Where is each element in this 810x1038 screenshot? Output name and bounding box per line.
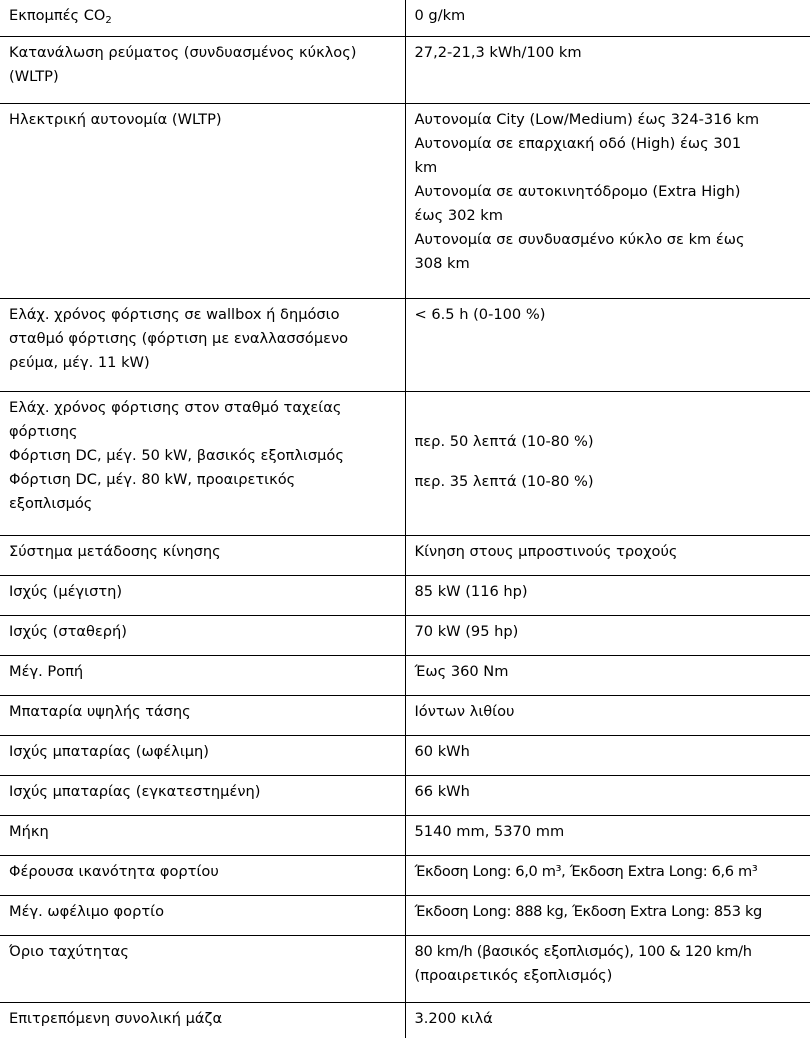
table-row <box>0 935 810 1002</box>
spec-value-line: περ. 35 λεπτά (10-80 %) <box>414 472 594 490</box>
spec-label <box>0 655 405 695</box>
spec-label-text: Εκπομπές CO <box>9 7 106 24</box>
spec-label-line: φόρτισης <box>9 422 78 440</box>
spec-value <box>405 391 810 535</box>
spec-label-line: Μέγ. Ροπή <box>9 662 84 680</box>
spec-value-line: (προαιρετικός εξοπλισμός) <box>414 966 613 984</box>
table-row <box>0 0 810 36</box>
spec-value-line: Ιόντων λιθίου <box>414 702 515 720</box>
spec-value-line: 27,2-21,3 kWh/100 km <box>414 43 582 61</box>
spec-label <box>0 391 405 535</box>
spec-value <box>405 935 810 1002</box>
spec-value-line: km <box>414 158 438 176</box>
spec-label-line: Φέρουσα ικανότητα φορτίου <box>9 862 219 880</box>
spec-label <box>0 36 405 103</box>
spec-value-line: < 6.5 h (0-100 %) <box>414 305 546 323</box>
spec-label <box>0 1002 405 1038</box>
spec-value-line: 66 kWh <box>414 782 470 800</box>
spec-value-line: Αυτονομία City (Low/Medium) έως 324-316 km <box>414 110 760 128</box>
spec-label <box>0 895 405 935</box>
spec-value <box>405 655 810 695</box>
spec-value <box>405 815 810 855</box>
spec-value <box>405 36 810 103</box>
table-row <box>0 775 810 815</box>
table-row <box>0 103 810 298</box>
spec-value-line: Κίνηση στους μπροστινούς τροχούς <box>414 542 678 560</box>
spec-label-line: Φόρτιση DC, μέγ. 80 kW, προαιρετικός <box>9 470 296 488</box>
table-row <box>0 895 810 935</box>
spec-label-line: ρεύμα, μέγ. 11 kW) <box>9 353 150 371</box>
spec-label <box>0 575 405 615</box>
spec-label-line: Ισχύς (μέγιστη) <box>9 582 123 600</box>
spec-label-line: Ισχύς μπαταρίας (εγκατεστημένη) <box>9 782 261 800</box>
spec-label-line: εξοπλισμός <box>9 494 93 512</box>
spec-label-line: (WLTP) <box>9 67 59 85</box>
spec-label-subscript: 2 <box>105 15 112 26</box>
spec-value-line: Αυτονομία σε αυτοκινητόδρομο (Extra High) <box>414 182 741 200</box>
line-spacer <box>415 454 803 466</box>
spec-label-line: Όριο ταχύτητας <box>9 942 129 960</box>
spec-value <box>405 895 810 935</box>
spec-value-line: 308 km <box>414 254 470 272</box>
table-row <box>0 855 810 895</box>
spec-value-line: έως 302 km <box>414 206 503 224</box>
spec-label <box>0 0 405 36</box>
spec-label <box>0 775 405 815</box>
spec-label <box>0 855 405 895</box>
spec-label-line: Ισχύς (σταθερή) <box>9 622 128 640</box>
spec-value <box>405 735 810 775</box>
spec-value-line: Αυτονομία σε επαρχιακή οδό (High) έως 301 <box>414 134 742 152</box>
spec-value-line: 0 g/km <box>414 7 466 24</box>
spec-value-line: Έκδοση Long: 6,0 m³, Έκδοση Extra Long: 6,6 m³ <box>414 862 758 880</box>
spec-label <box>0 695 405 735</box>
spec-value <box>405 775 810 815</box>
spec-value <box>405 575 810 615</box>
table-row <box>0 655 810 695</box>
spec-value-line: Αυτονομία σε συνδυασμένο κύκλο σε km έως <box>414 230 745 248</box>
spec-label-line: Φόρτιση DC, μέγ. 50 kW, βασικός εξοπλισμός <box>9 446 344 464</box>
spec-value <box>405 103 810 298</box>
spec-value <box>405 298 810 391</box>
spec-value-line: 5140 mm, 5370 mm <box>414 822 565 840</box>
table-row <box>0 36 810 103</box>
spec-value <box>405 1002 810 1038</box>
spec-label <box>0 815 405 855</box>
spec-value-line: 3.200 κιλά <box>414 1009 493 1027</box>
spec-label <box>0 535 405 575</box>
spec-label <box>0 103 405 298</box>
spec-label-line: Μήκη <box>9 822 49 840</box>
spec-value-line: Έκδοση Long: 888 kg, Έκδοση Extra Long: 853 kg <box>414 902 762 920</box>
spec-label-line: Κατανάλωση ρεύματος (συνδυασμένος κύκλος) <box>9 43 357 61</box>
spec-value-line: Έως 360 Nm <box>414 662 509 680</box>
spec-label <box>0 615 405 655</box>
spec-label-line: σταθμό φόρτισης (φόρτιση με εναλλασσόμενο <box>9 329 349 347</box>
table-row <box>0 695 810 735</box>
spec-label-line <box>9 4 397 30</box>
spec-value-line: 85 kW (116 hp) <box>414 582 528 600</box>
spec-label-line: Μπαταρία υψηλής τάσης <box>9 702 191 720</box>
spec-label <box>0 298 405 391</box>
spec-value <box>405 0 810 36</box>
table-row <box>0 1002 810 1038</box>
spec-label-line: Ηλεκτρική αυτονομία (WLTP) <box>9 110 222 128</box>
spec-value-line: 80 km/h (βασικός εξοπλισμός), 100 & 120 km/h <box>414 942 752 960</box>
table-row <box>0 391 810 535</box>
spec-label <box>0 935 405 1002</box>
table-row <box>0 575 810 615</box>
table-row <box>0 535 810 575</box>
table-row <box>0 815 810 855</box>
spec-value <box>405 855 810 895</box>
spec-value <box>405 535 810 575</box>
spec-value-line: 60 kWh <box>414 742 470 760</box>
spec-value <box>405 615 810 655</box>
table-row <box>0 298 810 391</box>
spec-label-line: Μέγ. ωφέλιμο φορτίο <box>9 902 165 920</box>
spec-value-line: 70 kW (95 hp) <box>414 622 519 640</box>
spec-label-line: Σύστημα μετάδοσης κίνησης <box>9 542 221 560</box>
spec-label <box>0 735 405 775</box>
spec-value <box>405 695 810 735</box>
table-row <box>0 615 810 655</box>
spec-label-line: Ελάχ. χρόνος φόρτισης στον σταθμό ταχείας <box>9 398 342 416</box>
spec-label-line: Επιτρεπόμενη συνολική μάζα <box>9 1009 223 1027</box>
spec-value-line: περ. 50 λεπτά (10-80 %) <box>414 432 594 450</box>
spec-label-line: Ισχύς μπαταρίας (ωφέλιμη) <box>9 742 209 760</box>
spec-label-line: Ελάχ. χρόνος φόρτισης σε wallbox ή δημόσιο <box>9 305 340 323</box>
table-row <box>0 735 810 775</box>
